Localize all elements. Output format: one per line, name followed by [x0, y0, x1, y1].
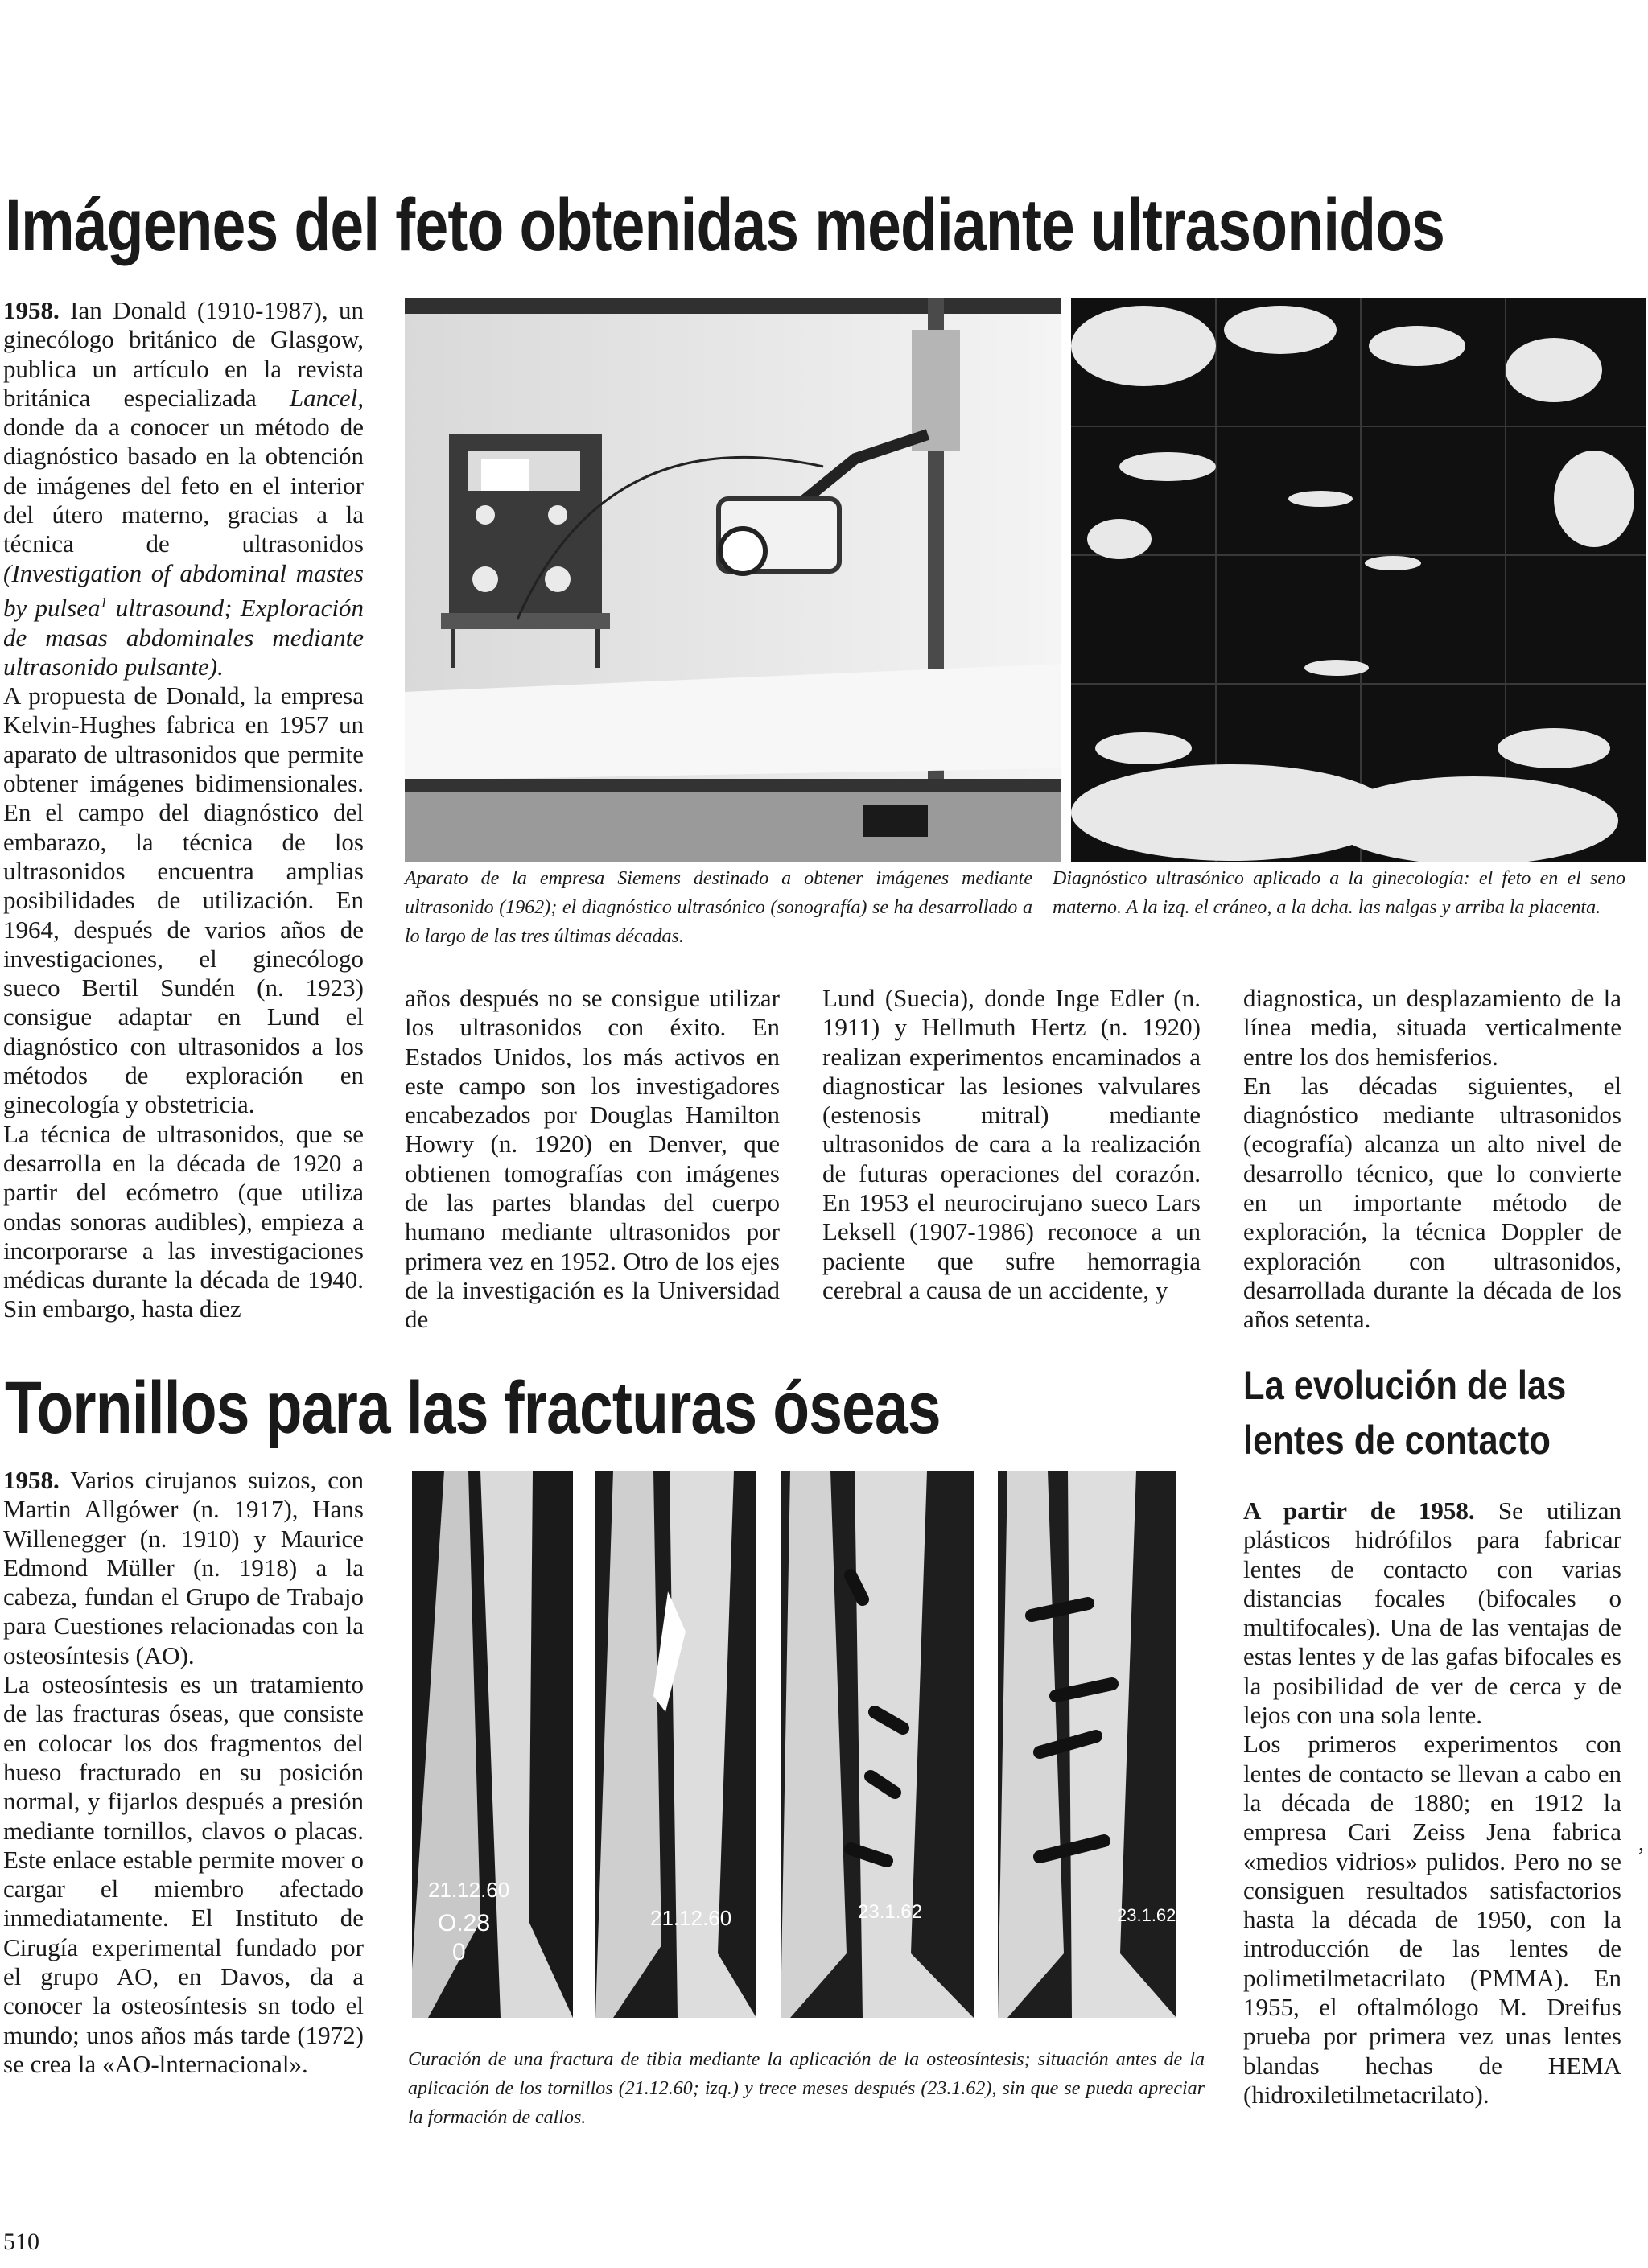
article3-paragraph: Los primeros experimentos con lentes de contacto se llevan a cabo en la década de 1880; en 1912 la empresa Cari Zeiss Jena fabrica «medios vidrios» pulidos. Pero no se consiguen resultados satisfactorios hasta la década de 1950, con la introducción de las lentes de polimetilmetacrilato (PMMA). En 1955, el oftalmólogo M. Dreifus prueba por primera vez unas lentes blandas hechas de HEMA (hidroxiletilmetacrilato). — [1243, 1730, 1621, 2109]
article3-lead: A partir de 1958. — [1243, 1496, 1475, 1525]
article2-year: 1958. — [3, 1466, 60, 1494]
article2-paragraph: La osteosíntesis es un tratamiento de las fracturas óseas, que consiste en colocar los dos fragmentos del hueso fracturado en su posición normal, y fijarlos después a presión mediante tornillos, clavos o placas. Este enlace estable permite mover o cargar el miembro afectado inmediatamente. El Instituto de Cirugía experimental fundado por el grupo AO, en Davos, da a conocer la osteosíntesis sn todo el mundo; unos años más tarde (1972) se crea la «AO-lnternacional». — [3, 1670, 364, 2078]
article1-text: donde da a conocer un método de diagnóstico basado en la obtención de imágenes del feto en el interior del útero materno, gracias a la técnica de ultrasonidos — [3, 413, 364, 558]
xray-date-label: 21.12.60 — [428, 1878, 510, 1902]
article3-title: La evolución de las lentes de contacto — [1243, 1363, 1567, 1463]
journal-name: Lancel, — [289, 383, 364, 412]
xray-zero-label: 0 — [452, 1939, 466, 1965]
caption-ultrasound-apparatus: Aparato de la empresa Siemens destinado a obtener imágenes mediante ultrasonido (1962); el diagnóstico ultrasónico (sonografía) se ha desarrollado a lo largo de las tres últimas décadas. — [405, 868, 1032, 947]
article-title-italic: (Investigation of abdominal mastes by pulsea$^1$ ultrasound; Exploración de masas abdominales mediante ultrasonido pulsante). — [3, 558, 365, 681]
ultrasound-apparatus-photo — [405, 298, 1061, 862]
article1-paragraph: diagnostica, un desplazamiento de la línea media, situada verticalmente entre los dos hemisferios. — [1243, 984, 1621, 1071]
article3-column — [1243, 1496, 1621, 2110]
xray-photos — [412, 1471, 1225, 2018]
article1-column-2: años después no se consigue utilizar los ultrasonidos con éxito. En Estados Unidos, los más activos en este campo son los investigadores encabezados por Douglas Hamilton Howry (n. 1920) en Denver, que obtienen tomografías con imágenes de las partes blandas del cuerpo humano mediante ultrasonidos por primera vez en 1952. Otro de los ejes de la investigación es la Universidad de — [405, 984, 780, 1334]
stray-comma: , — [1638, 1831, 1644, 1856]
article1-year: 1958. — [3, 296, 60, 324]
xray-date-label: 23.1.62 — [858, 1901, 923, 1923]
sonogram-photo — [1071, 298, 1646, 862]
article1-column-1 — [3, 296, 364, 1324]
article2-column — [3, 1466, 364, 2079]
caption-sonogram: Diagnóstico ultrasónico aplicado a la ginecología: el feto en el seno materno. A la izq. el cráneo, a la dcha. las nalgas y arriba la placenta. — [1053, 868, 1625, 918]
xray-date-label: 23.1.62 — [1117, 1905, 1176, 1925]
xray-ratio-label: O.28 — [438, 1910, 491, 1937]
article2-title: Tornillos para las fracturas óseas — [5, 1367, 941, 1449]
xray-date-label: 21.12.60 — [650, 1906, 732, 1930]
article2-text: Varios cirujanos suizos, con Martin Allgówer (n. 1917), Hans Willenegger (n. 1910) y Maurice Edmond Müller (n. 1918) a la cabeza, fundan el Grupo de Trabajo para Cuestiones relacionadas con la osteosíntesis (AO). — [3, 1466, 364, 1669]
article1-column-3: Lund (Suecia), donde Inge Edler (n. 1911) y Hellmuth Hertz (n. 1920) realizan experimentos encaminados a diagnosticar las lesiones valvulares (estenosis mitral) mediante ultrasonidos de cara a la realización de futuras operaciones del corazón. En 1953 el neurocirujano sueco Lars Leksell (1907-1986) reconoce a un paciente que sufre hemorragia cerebral a causa de un accidente, y — [822, 984, 1201, 1304]
article1-title: Imágenes del feto obtenidas mediante ultrasonidos — [5, 184, 1445, 266]
article1-paragraph: La técnica de ultrasonidos, que se desarrolla en la década de 1920 a partir del ecómetro (que utiliza ondas sonoras audibles), empieza a incorporarse a las investigaciones médicas durante la década de 1940. Sin embargo, hasta diez — [3, 1119, 364, 1323]
article3-text: Se utilizan plásticos hidrófilos para fabricar lentes de contacto con varias distancias focales (bifocales o multifocales). Una de las ventajas de estas lentes y de las gafas bifocales es la posibilidad de ver de cerca y de lejos con una sola lente. — [1243, 1496, 1622, 1730]
article1-paragraph: A propuesta de Donald, la empresa Kelvin-Hughes fabrica en 1957 un aparato de ultrasonidos que permite obtener imágenes bidimensionales. En el campo del diagnóstico del embarazo, la técnica de los ultrasonidos encuentra amplias posibilidades de utilización. En 1964, después de varios años de investigaciones, el ginecólogo sueco Bertil Sundén (n. 1923) consigue adaptar en Lund el diagnóstico con ultrasonidos a los métodos de exploración en ginecología y obstetricia. — [3, 681, 364, 1119]
article1-paragraph: En las décadas siguientes, el diagnóstico mediante ultrasonidos (ecografía) alcanza un alto nivel de desarrollo técnico, que lo convierte en un importante método de exploración, la técnica Doppler de exploración con ultrasonidos, desarrollada durante la década de los años setenta. — [1243, 1071, 1621, 1334]
article1-column-4 — [1243, 984, 1621, 1335]
page-number: 510 — [3, 2229, 39, 2255]
caption-xray: Curación de una fractura de tibia mediante la aplicación de la osteosíntesis; situación antes de la aplicación de los tornillos (21.12.60; izq.) y trece meses después (23.1.62), sin que se pueda apreciar la formación de callos. — [408, 2049, 1205, 2128]
article1-text: Ian Donald (1910-1987), un ginecólogo británico de Glasgow, publica un artículo en la revista británica especializada — [3, 296, 364, 412]
